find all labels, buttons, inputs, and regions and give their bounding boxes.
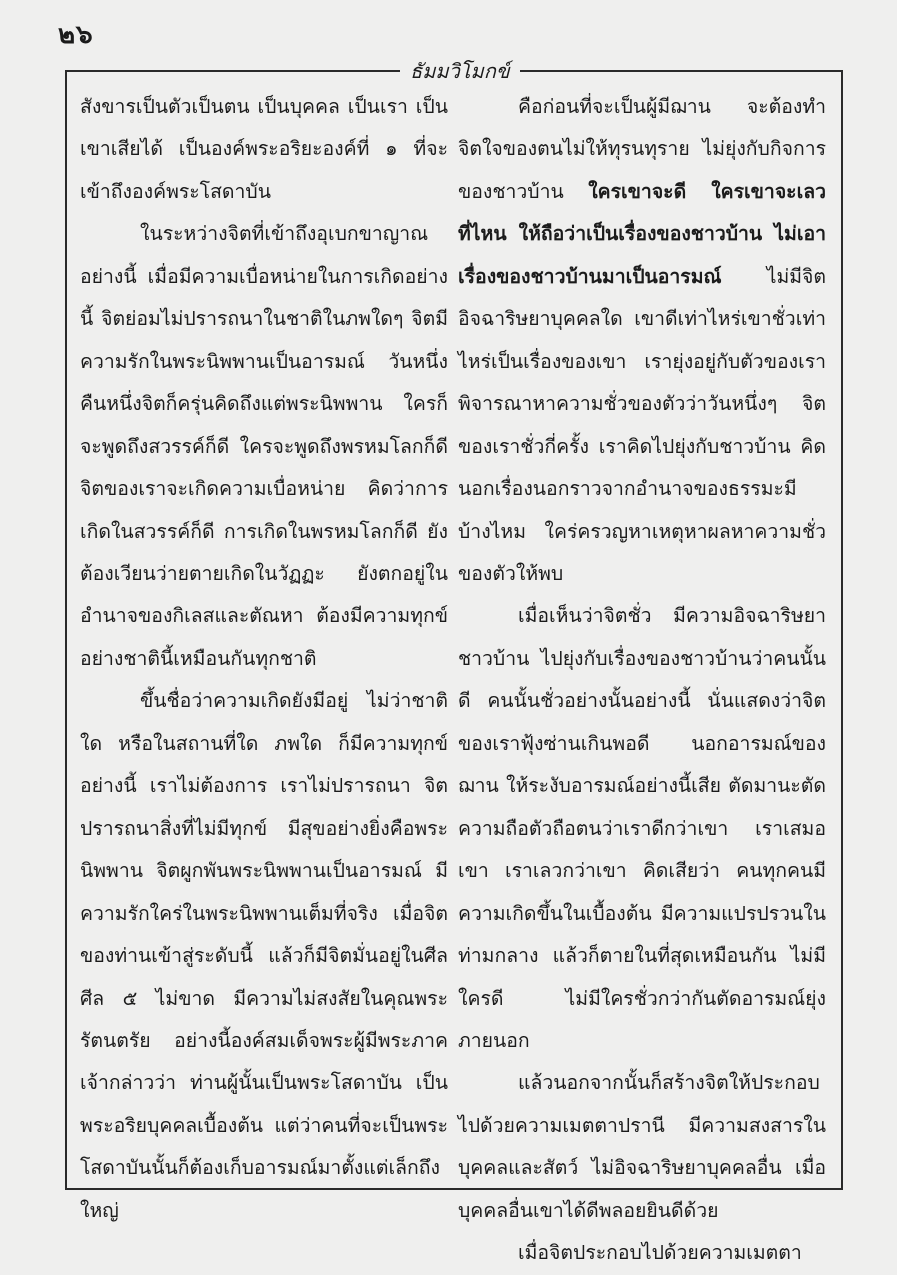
left-column	[80, 86, 448, 1222]
left-paragraph-1: สังขารเป็นตัวเป็นตน เป็นบุคคล เป็นเรา เป็นเขาเสียได้ เป็นองค์พระอริยะองค์ที่ ๑ ที่จะเข้าถึงองค์พระโสดาบัน	[80, 95, 448, 203]
right-paragraph-4: เมื่อจิตประกอบไปด้วยความเมตตา	[518, 1241, 802, 1265]
right-column	[458, 86, 826, 1265]
right-paragraph-1-bold: ใครเขาจะดี ใครเขาจะเลวที่ไหน ให้ถือว่าเป็นเรื่องของชาวบ้าน ไม่เอาเรื่องของชาวบ้านมาเป็นอารมณ์	[458, 179, 826, 288]
right-paragraph-1	[458, 86, 826, 595]
right-paragraph-1-end: ไม่มีจิตอิจฉาริษยาบุคคลใด เขาดีเท่าไหร่เขาชั่วเท่าไหร่เป็นเรื่องของเขา เรายุ่งอยู่กับตัวของเรา พิจารณาหาความชั่วของตัวว่าวันหนึ่งๆ จิตของเราชั่วกี่ครั้ง เราคิดไปยุ่งกับชาวบ้าน คิดนอกเรื่องนอกราวจากอำนาจของธรรมะมีบ้างไหม ใคร่ครวญหาเหตุหาผลหาความชั่วของตัวให้พบ	[458, 264, 826, 585]
right-paragraph-1-start: คือก่อนที่จะเป็นผู้มีฌาน จะต้องทำจิตใจของตนไม่ให้ทุรนทุราย ไม่ยุ่งกับกิจการของชาวบ้าน	[458, 95, 826, 203]
page-number: ๒๖	[58, 20, 94, 50]
running-title: ธัมมวิโมกข์	[400, 55, 520, 87]
left-paragraph-2: ในระหว่างจิตที่เข้าถึงอุเบกขาญาณอย่างนี้ เมื่อมีความเบื่อหน่ายในการเกิดอย่างนี้ จิตย่อมไม่ปรารถนาในชาติในภพใดๆ จิตมีความรักในพระนิพพานเป็นอารมณ์ วันหนึ่งคืนหนึ่งจิตก็ครุ่นคิดถึงแต่พระนิพพาน ใครก็จะพูดถึงสวรรค์ก็ดี ใครจะพูดถึงพรหมโลกก็ดี จิตของเราจะเกิดความเบื่อหน่าย คิดว่าการเกิดในสวรรค์ก็ดี การเกิดในพรหมโลกก็ดี ยังต้องเวียนว่ายตายเกิดในวัฏฏะ ยังตกอยู่ในอำนาจของกิเลสและตัณหา ต้องมีความทุกข์อย่างชาตินี้เหมือนกันทุกชาติ	[80, 222, 448, 670]
right-paragraph-2: เมื่อเห็นว่าจิตชั่ว มีความอิจฉาริษยาชาวบ้าน ไปยุ่งกับเรื่องของชาวบ้านว่าคนนั้นดี คนนั้นชั่วอย่างนั้นอย่างนี้ นั่นแสดงว่าจิตของเราฟุ้งซ่านเกินพอดี นอกอารมณ์ของฌาน ให้ระงับอารมณ์อย่างนี้เสีย ตัดมานะตัดความถือตัวถือตนว่าเราดีกว่าเขา เราเสมอเขา เราเลวกว่าเขา คิดเสียว่า คนทุกคนมีความเกิดขึ้นในเบื้องต้น มีความแปรปรวนในท่ามกลาง แล้วก็ตายในที่สุดเหมือนกัน ไม่มีใครดี ไม่มีใครชั่วกว่ากันตัดอารมณ์ยุ่งภายนอก	[458, 604, 826, 1052]
left-paragraph-3: ขึ้นชื่อว่าความเกิดยังมีอยู่ ไม่ว่าชาติใด หรือในสถานที่ใด ภพใด ก็มีความทุกข์อย่างนี้ เราไม่ต้องการ เราไม่ปรารถนา จิตปรารถนาสิ่งที่ไม่มีทุกข์ มีสุขอย่างยิ่งคือพระนิพพาน จิตผูกพันพระนิพพานเป็นอารมณ์ มีความรักใคร่ในพระนิพพานเต็มที่จริง เมื่อจิตของท่านเข้าสู่ระดับนี้ แล้วก็มีจิตมั่นอยู่ในศีล ศีล ๕ ไม่ขาด มีความไม่สงสัยในคุณพระรัตนตรัย อย่างนี้องค์สมเด็จพระผู้มีพระภาคเจ้ากล่าวว่า ท่านผู้นั้นเป็นพระโสดาบัน เป็นพระอริยบุคคลเบื้องต้น แต่ว่าคนที่จะเป็นพระโสดาบันนั้นก็ต้องเก็บอารมณ์มาตั้งแต่เล็กถึงใหญ่	[80, 689, 448, 1222]
right-paragraph-3: แล้วนอกจากนั้นก็สร้างจิตให้ประกอบไปด้วยความเมตตาปรานี มีความสงสารในบุคคลและสัตว์ ไม่อิจฉาริษยาบุคคลอื่น เมื่อบุคคลอื่นเขาได้ดีพลอยยินดีด้วย	[458, 1071, 826, 1222]
